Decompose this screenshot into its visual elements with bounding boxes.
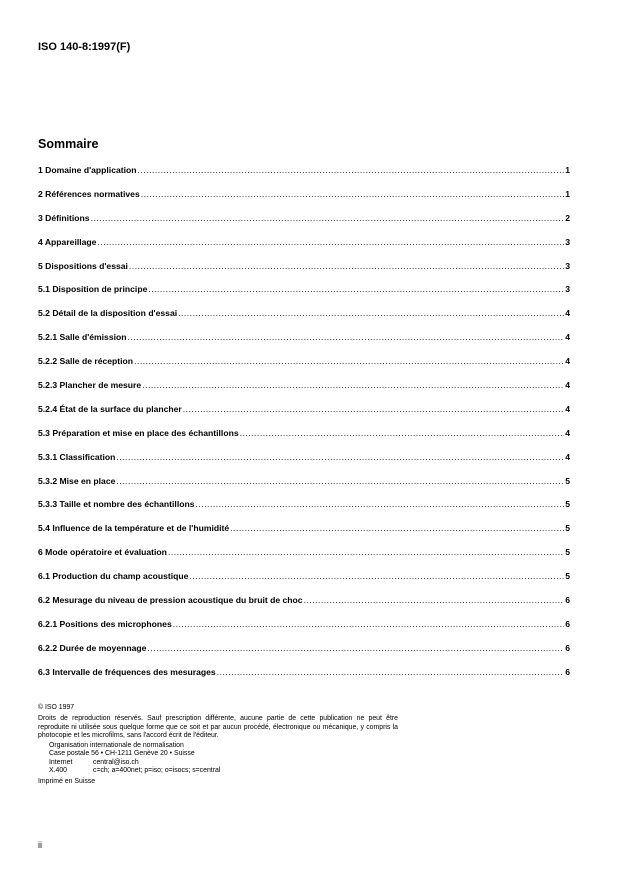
toc-entry-label: 5.3.2 Mise en place	[38, 475, 116, 486]
copyright-block	[38, 704, 398, 787]
toc-entry-page: 1	[565, 188, 570, 199]
x400-label: X.400	[49, 767, 68, 775]
toc-entry[interactable]	[38, 547, 570, 571]
toc-entry-page: 5	[565, 475, 570, 486]
toc-entry-page: 6	[565, 618, 570, 629]
toc-entry-page: 1	[565, 165, 570, 175]
toc-entry-label: 4 Appareillage	[38, 236, 97, 247]
toc-entry[interactable]	[38, 284, 570, 308]
toc-leader-dots	[217, 667, 565, 677]
toc-entry[interactable]	[38, 428, 570, 452]
toc-entry-label: 5.2.1 Salle d'émission	[38, 332, 127, 343]
rights-statement: Droits de reproduction réservés. Sauf prescription différente, aucune partie de cette publication ne peut être reproduite ni utilisée sous quelque forme que ce soit et par aucun procédé, électronique ou mécanique, y compris la photocopie et les microfilms, sans l'accord écrit de l'éditeur.	[38, 715, 398, 739]
toc-entry-page: 3	[565, 284, 570, 295]
toc-leader-dots	[116, 476, 564, 486]
toc-entry-label: 6.2.1 Positions des microphones	[38, 618, 172, 629]
toc-entry[interactable]	[38, 523, 570, 547]
toc-entry[interactable]	[38, 189, 570, 213]
toc-leader-dots	[304, 595, 565, 605]
internet-row	[49, 759, 398, 767]
toc-entry-label: 5.2.2 Salle de réception	[38, 356, 134, 367]
toc-entry-page: 3	[565, 260, 570, 271]
toc-entry-page: 6	[565, 595, 570, 606]
toc-entry-label: 5.2.3 Plancher de mesure	[38, 380, 142, 391]
toc-entry-page: 3	[565, 236, 570, 247]
toc-entry[interactable]	[38, 261, 570, 285]
page-title: Sommaire	[38, 137, 99, 151]
toc-leader-dots	[116, 452, 564, 462]
toc-entry[interactable]	[38, 237, 570, 261]
toc-leader-dots	[189, 571, 564, 581]
document-id: ISO 140-8:1997(F)	[38, 41, 131, 53]
toc-leader-dots	[178, 308, 564, 318]
toc-entry[interactable]	[38, 332, 570, 356]
toc-entry[interactable]	[38, 380, 570, 404]
toc-leader-dots	[138, 165, 565, 175]
toc-entry-label: 6.1 Production du champ acoustique	[38, 571, 189, 582]
toc-entry-page: 4	[565, 356, 570, 367]
toc-leader-dots	[128, 332, 565, 342]
toc-entry-label: 6.3 Intervalle de fréquences des mesurages	[38, 666, 216, 677]
toc-leader-dots	[173, 619, 564, 629]
page-number: ii	[38, 840, 42, 850]
toc-entry-page: 5	[565, 571, 570, 582]
toc-leader-dots	[196, 499, 565, 509]
printed-in: Imprimé en Suisse	[38, 778, 96, 786]
toc-leader-dots	[147, 643, 564, 653]
toc-entry-label: 6.2 Mesurage du niveau de pression acoustique du bruit de choc	[38, 595, 303, 606]
toc-entry[interactable]	[38, 356, 570, 380]
toc-entry[interactable]	[38, 452, 570, 476]
toc-entry-label: 5 Dispositions d'essai	[38, 260, 128, 271]
toc-entry-page: 4	[565, 403, 570, 414]
toc-entry-page: 5	[565, 523, 570, 534]
toc-entry[interactable]	[38, 571, 570, 595]
toc-entry[interactable]	[38, 619, 570, 643]
toc-leader-dots	[183, 404, 564, 414]
table-of-contents	[38, 165, 570, 691]
toc-entry-label: 5.2 Détail de la disposition d'essai	[38, 308, 178, 319]
toc-leader-dots	[97, 237, 564, 247]
toc-entry[interactable]	[38, 308, 570, 332]
toc-leader-dots	[134, 356, 564, 366]
toc-entry-label: 6.2.2 Durée de moyennage	[38, 642, 147, 653]
toc-entry[interactable]	[38, 499, 570, 523]
postal-address: Case postale 56 • CH-1211 Genève 20 • Suisse	[49, 750, 195, 758]
toc-entry-label: 5.1 Disposition de principe	[38, 284, 148, 295]
x400-value: c=ch; a=400net; p=iso; o=isocs; s=central	[93, 767, 221, 775]
toc-entry[interactable]	[38, 404, 570, 428]
toc-entry-label: 5.3.3 Taille et nombre des échantillons	[38, 499, 195, 510]
toc-leader-dots	[240, 428, 565, 438]
toc-leader-dots	[91, 213, 565, 223]
toc-leader-dots	[148, 284, 564, 294]
toc-entry-label: 5.4 Influence de la température et de l'humidité	[38, 523, 230, 534]
toc-entry-label: 5.3.1 Classification	[38, 451, 116, 462]
toc-entry-page: 5	[565, 499, 570, 510]
toc-leader-dots	[230, 523, 564, 533]
internet-value: central@iso.ch	[93, 758, 139, 766]
publisher-address	[49, 742, 398, 775]
toc-entry[interactable]	[38, 165, 570, 189]
toc-entry[interactable]	[38, 643, 570, 667]
toc-entry-label: 1 Domaine d'application	[38, 165, 137, 175]
toc-entry[interactable]	[38, 667, 570, 691]
toc-leader-dots	[141, 189, 564, 199]
toc-entry-page: 4	[565, 308, 570, 319]
toc-entry-page: 6	[565, 666, 570, 677]
toc-entry-page: 4	[565, 380, 570, 391]
internet-label: Internet	[49, 758, 73, 766]
toc-entry[interactable]	[38, 476, 570, 500]
toc-entry-page: 6	[565, 642, 570, 653]
toc-entry[interactable]	[38, 595, 570, 619]
toc-entry-label: 5.2.4 État de la surface du plancher	[38, 403, 182, 414]
x400-row	[49, 767, 398, 775]
toc-entry-page: 2	[565, 212, 570, 223]
toc-entry-label: 5.3 Préparation et mise en place des échantillons	[38, 427, 239, 438]
toc-entry-label: 6 Mode opératoire et évaluation	[38, 547, 167, 558]
toc-leader-dots	[168, 547, 564, 557]
toc-entry[interactable]	[38, 213, 570, 237]
toc-entry-page: 4	[565, 332, 570, 343]
org-name: Organisation internationale de normalisation	[49, 742, 184, 750]
toc-leader-dots	[142, 380, 564, 390]
toc-entry-page: 5	[565, 547, 570, 558]
toc-leader-dots	[129, 261, 564, 271]
toc-entry-page: 4	[565, 451, 570, 462]
toc-entry-label: 2 Références normatives	[38, 188, 140, 199]
toc-entry-label: 3 Définitions	[38, 212, 90, 223]
toc-entry-page: 4	[565, 427, 570, 438]
copyright-line: © ISO 1997	[38, 704, 75, 711]
